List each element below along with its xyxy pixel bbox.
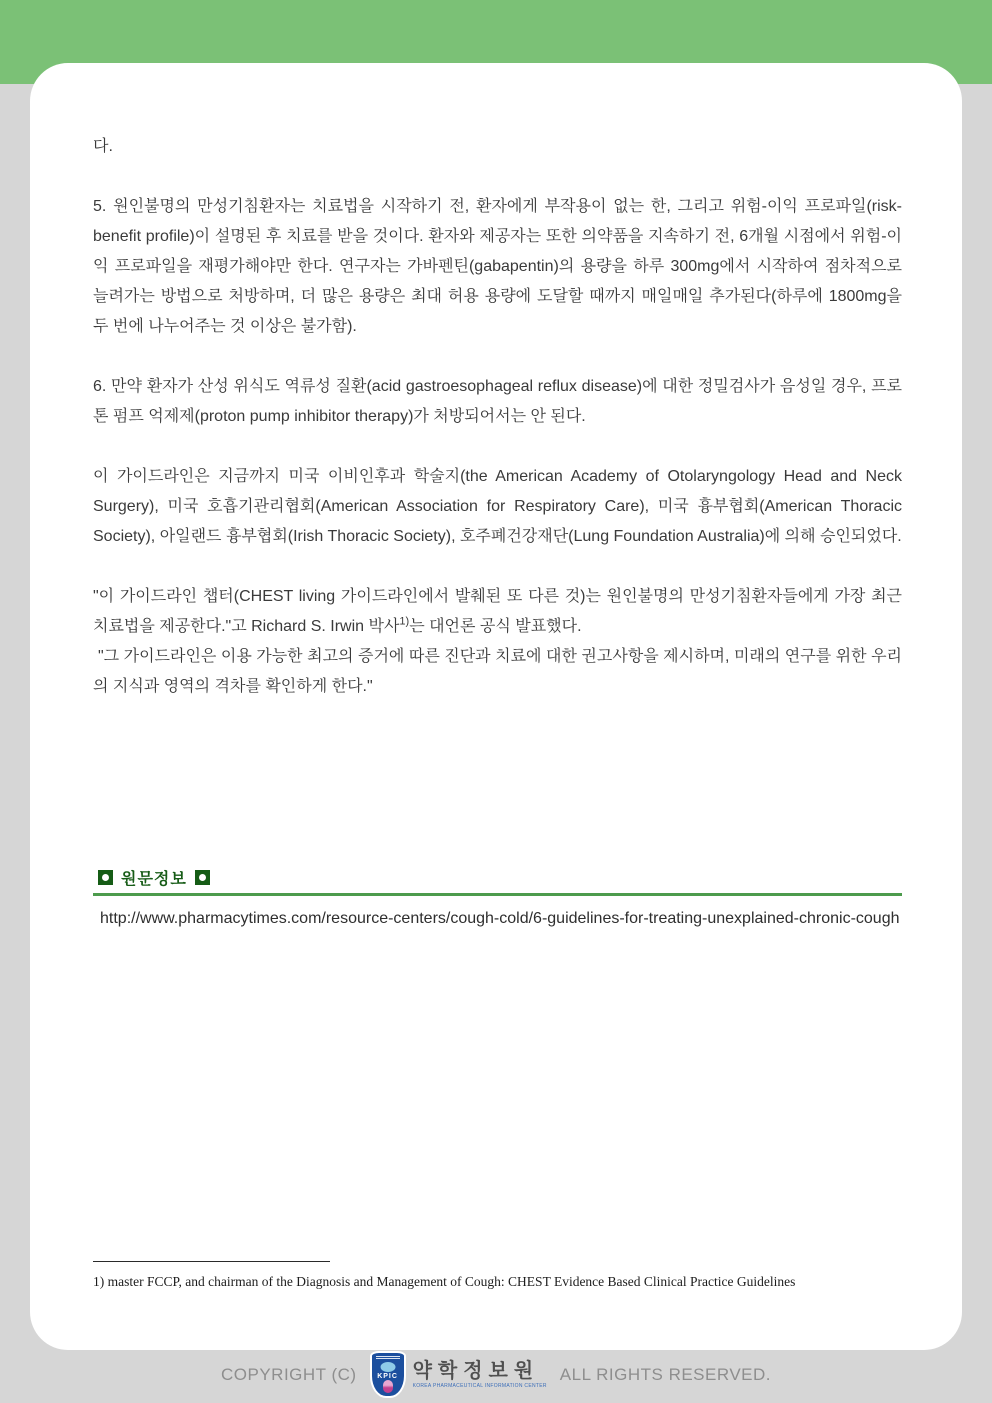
source-url-link[interactable]: http://www.pharmacytimes.com/resource-centers/cough-cold/6-guidelines-for-treating-unexplained-chronic-cough (100, 910, 900, 927)
quote-text-part2: 는 대언론 공식 발표했다. (409, 618, 582, 635)
rights-text: ALL RIGHTS RESERVED. (559, 1364, 772, 1384)
source-info-section (93, 866, 902, 934)
quote-text-part1: "이 가이드라인 챕터(CHEST living 가이드라인에서 발췌된 또 다른 것)는 원인불명의 만성기침환자들에게 가장 최근 치료법을 제공한다."고 Richard S. Irwin 박사 (93, 588, 902, 635)
footnote-marker: 1) (93, 1274, 105, 1289)
footnote-body: master FCCP, and chairman of the Diagnosis and Management of Cough: CHEST Evidence Based Clinical Practice Guidelines (107, 1274, 796, 1289)
copyright-text: COPYRIGHT (C) (220, 1364, 357, 1384)
logo-english-name: KOREA PHARMACEUTICAL INFORMATION CENTER (412, 1383, 547, 1389)
bullet-square-icon (98, 870, 113, 885)
footnote-reference: 1) (399, 615, 410, 628)
paragraph-fragment: 다. (93, 138, 113, 155)
kpic-logo (370, 1351, 547, 1398)
document-page-card (30, 63, 962, 1350)
footnote-block (93, 1261, 905, 1292)
paragraph-endorsements: 이 가이드라인은 지금까지 미국 이비인후과 학술지(the American Academy of Otolaryngology Head and Neck Surgery), 미국 호흡기관리협회(American Association for Respiratory Care), 미국 흉부협회(American Thoracic Society), 아일랜드 흉부협회(Irish Thoracic Society), 호주폐건강재단(Lung Foundation Australia)에 의해 승인되었다. (93, 468, 902, 545)
paragraph-recommendation-5: 5. 원인불명의 만성기침환자는 치료법을 시작하기 전, 환자에게 부작용이 없는 한, 그리고 위험-이익 프로파일(risk-benefit profile)이 설명된 후 치료를 받을 것이다. 환자와 제공자는 또한 의약품을 지속하기 전, 6개월 시점에서 위험-이익 프로파일을 재평가해야만 한다. 연구자는 가바펜틴(gabapentin)의 용량을 하루 300mg에서 시작하여 점차적으로 늘려가는 방법으로 처방하며, 더 많은 용량은 최대 허용 용량에 도달할 때까지 매일매일 추가된다(하루에 1800mg을 두 번에 나누어주는 것 이상은 불가함). (93, 198, 902, 335)
logo-korean-name: 약학정보원 (412, 1360, 540, 1382)
paragraph-quote (93, 582, 902, 702)
footnote-text (93, 1271, 905, 1292)
kpic-acronym: KPIC (377, 1373, 398, 1380)
shield-capsule-shape (383, 1380, 393, 1393)
footnote-separator (93, 1261, 330, 1262)
source-info-label: 원문정보 (121, 871, 187, 888)
bullet-square-icon (195, 870, 210, 885)
shield-ellipse-shape (380, 1362, 395, 1372)
paragraph-recommendation-6: 6. 만약 환자가 산성 위식도 역류성 질환(acid gastroesophageal reflux disease)에 대한 정밀검사가 음성일 경우, 프로톤 펌프 억제제(proton pump inhibitor therapy)가 처방되어서는 안 된다. (93, 378, 902, 425)
kpic-shield-icon (370, 1351, 406, 1398)
source-underline (93, 893, 902, 896)
source-info-header (93, 866, 902, 889)
quote-text-part3: "그 가이드라인은 이용 가능한 최고의 증거에 따른 진단과 치료에 대한 권고사항을 제시하며, 미래의 연구를 위한 우리의 지식과 영역의 격차를 확인하게 한다." (93, 648, 902, 695)
page-footer (0, 1351, 992, 1398)
